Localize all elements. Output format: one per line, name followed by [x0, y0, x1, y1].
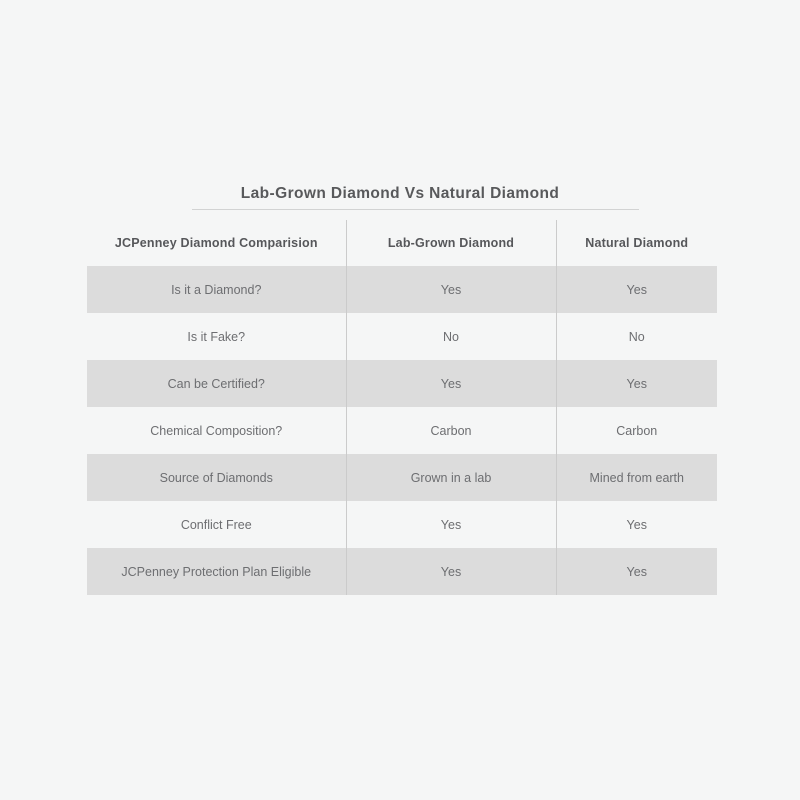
lab-grown-cell: Yes: [346, 548, 556, 595]
table-row: [87, 313, 717, 360]
table-row: [87, 360, 717, 407]
column-header-natural: Natural Diamond: [585, 236, 689, 250]
feature-cell: Is it a Diamond?: [87, 266, 346, 313]
lab-grown-cell: Carbon: [346, 407, 556, 454]
table-row: [87, 266, 717, 313]
lab-grown-cell: Yes: [346, 360, 556, 407]
lab-grown-cell: No: [346, 313, 556, 360]
lab-grown-cell: Yes: [346, 501, 556, 548]
page-title: Lab-Grown Diamond Vs Natural Diamond: [240, 185, 560, 202]
table-row: [87, 501, 717, 548]
column-header-comparison: JCPenney Diamond Comparision: [87, 220, 346, 266]
column-header-lab-grown: Lab-Grown Diamond: [346, 220, 556, 266]
table-header: [87, 220, 717, 266]
header-row: [87, 220, 717, 266]
natural-cell: Yes: [626, 376, 647, 391]
comparison-table: [87, 220, 717, 595]
table-body: [87, 266, 717, 595]
feature-cell: JCPenney Protection Plan Eligible: [87, 548, 346, 595]
feature-cell: Conflict Free: [87, 501, 346, 548]
natural-cell: Carbon: [616, 423, 658, 438]
natural-cell: Yes: [626, 282, 647, 297]
lab-grown-cell: Grown in a lab: [346, 454, 556, 501]
table-row: [87, 407, 717, 454]
feature-cell: Source of Diamonds: [87, 454, 346, 501]
natural-cell: Yes: [626, 564, 647, 579]
lab-grown-cell: Yes: [346, 266, 556, 313]
natural-cell: Yes: [626, 517, 647, 532]
natural-cell: Mined from earth: [589, 470, 684, 485]
natural-cell: No: [628, 329, 645, 344]
feature-cell: Chemical Composition?: [87, 407, 346, 454]
table-row: [87, 454, 717, 501]
title-divider: [192, 209, 639, 210]
table-row: [87, 548, 717, 595]
feature-cell: Can be Certified?: [87, 360, 346, 407]
feature-cell: Is it Fake?: [87, 313, 346, 360]
